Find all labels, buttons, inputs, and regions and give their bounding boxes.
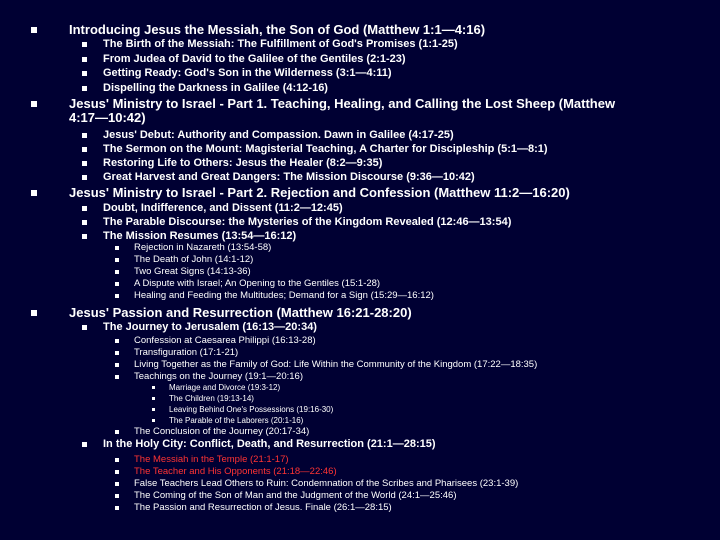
list-item: The Birth of the Messiah: The Fulfillment of God's Promises (1:1-25)	[103, 38, 458, 50]
list-item: Leaving Behind One's Possessions (19:16-30)	[169, 405, 334, 414]
bullet-icon	[115, 430, 119, 434]
list-item: The Children (19:13-14)	[169, 394, 254, 403]
bullet-icon	[31, 101, 37, 107]
list-item-highlighted: The Teacher and His Opponents (21:18—22:46)	[134, 466, 337, 477]
bullet-icon	[115, 458, 119, 462]
section-3-title: Jesus' Ministry to Israel - Part 2. Rejection and Confession (Matthew 11:2—16:20)	[69, 185, 570, 200]
list-item: Great Harvest and Great Dangers: The Mission Discourse (9:36—10:42)	[103, 171, 475, 183]
list-item: Dispelling the Darkness in Galilee (4:12-16)	[103, 82, 328, 94]
list-item: The Mission Resumes (13:54—16:12)	[103, 230, 297, 242]
list-item: Two Great Signs (14:13-36)	[134, 266, 251, 277]
section-2-title-cont: 4:17—10:42)	[69, 110, 146, 125]
list-item: False Teachers Lead Others to Ruin: Condemnation of the Scribes and Pharisees (23:1-39)	[134, 478, 519, 489]
bullet-icon	[152, 397, 155, 400]
bullet-icon	[115, 494, 119, 498]
list-item: Transfiguration (17:1-21)	[134, 347, 239, 358]
bullet-icon	[115, 246, 119, 250]
list-item: Teachings on the Journey (19:1—20:16)	[134, 371, 303, 382]
list-item: The Conclusion of the Journey (20:17-34)	[134, 426, 310, 437]
list-item: Living Together as the Family of God: Life Within the Community of the Kingdom (17:22—18:35)	[134, 359, 538, 370]
list-item: In the Holy City: Conflict, Death, and Resurrection (21:1—28:15)	[103, 438, 436, 450]
bullet-icon	[115, 470, 119, 474]
bullet-icon	[82, 442, 87, 447]
bullet-icon	[115, 506, 119, 510]
bullet-icon	[152, 419, 155, 422]
bullet-icon	[31, 27, 37, 33]
list-item-highlighted: The Messiah in the Temple (21:1-17)	[134, 454, 289, 465]
list-item: The Passion and Resurrection of Jesus. Finale (26:1—28:15)	[134, 502, 392, 513]
bullet-icon	[82, 234, 87, 239]
list-item: The Parable of the Laborers (20:1-16)	[169, 416, 304, 425]
list-item: Confession at Caesarea Philippi (16:13-28)	[134, 335, 316, 346]
list-item: The Parable Discourse: the Mysteries of the Kingdom Revealed (12:46—13:54)	[103, 216, 512, 228]
bullet-icon	[82, 42, 87, 47]
bullet-icon	[82, 325, 87, 330]
bullet-icon	[82, 220, 87, 225]
bullet-icon	[115, 339, 119, 343]
bullet-icon	[82, 86, 87, 91]
list-item: The Death of John (14:1-12)	[134, 254, 254, 265]
bullet-icon	[115, 375, 119, 379]
bullet-icon	[115, 270, 119, 274]
list-item: Doubt, Indifference, and Dissent (11:2—12:45)	[103, 202, 343, 214]
list-item: From Judea of David to the Galilee of the Gentiles (2:1-23)	[103, 53, 406, 65]
list-item: The Sermon on the Mount: Magisterial Teaching, A Charter for Discipleship (5:1—8:1)	[103, 143, 548, 155]
bullet-icon	[82, 175, 87, 180]
bullet-icon	[82, 147, 87, 152]
bullet-icon	[82, 133, 87, 138]
section-4-title: Jesus' Passion and Resurrection (Matthew 16:21-28:20)	[69, 305, 412, 320]
bullet-icon	[115, 351, 119, 355]
bullet-icon	[115, 294, 119, 298]
bullet-icon	[82, 161, 87, 166]
bullet-icon	[82, 71, 87, 76]
list-item: Restoring Life to Others: Jesus the Healer (8:2—9:35)	[103, 157, 383, 169]
bullet-icon	[82, 57, 87, 62]
bullet-icon	[115, 363, 119, 367]
section-2-title: Jesus' Ministry to Israel - Part 1. Teaching, Healing, and Calling the Lost Sheep (Matthew	[69, 96, 616, 111]
bullet-icon	[115, 482, 119, 486]
list-item: Jesus' Debut: Authority and Compassion. Dawn in Galilee (4:17-25)	[103, 129, 454, 141]
list-item: The Coming of the Son of Man and the Judgment of the World (24:1—25:46)	[134, 490, 457, 501]
list-item: Getting Ready: God's Son in the Wilderness (3:1—4:11)	[103, 67, 392, 79]
list-item: Healing and Feeding the Multitudes; Demand for a Sign (15:29—16:12)	[134, 290, 434, 301]
list-item: Marriage and Divorce (19:3-12)	[169, 383, 281, 392]
bullet-icon	[115, 258, 119, 262]
bullet-icon	[152, 386, 155, 389]
bullet-icon	[115, 282, 119, 286]
section-1-title: Introducing Jesus the Messiah, the Son of God (Matthew 1:1—4:16)	[69, 22, 486, 37]
list-item: Rejection in Nazareth (13:54-58)	[134, 242, 272, 253]
bullet-icon	[31, 190, 37, 196]
list-item: The Journey to Jerusalem (16:13—20:34)	[103, 321, 317, 333]
bullet-icon	[152, 408, 155, 411]
bullet-icon	[82, 206, 87, 211]
bullet-icon	[31, 310, 37, 316]
list-item: A Dispute with Israel; An Opening to the Gentiles (15:1-28)	[134, 278, 381, 289]
